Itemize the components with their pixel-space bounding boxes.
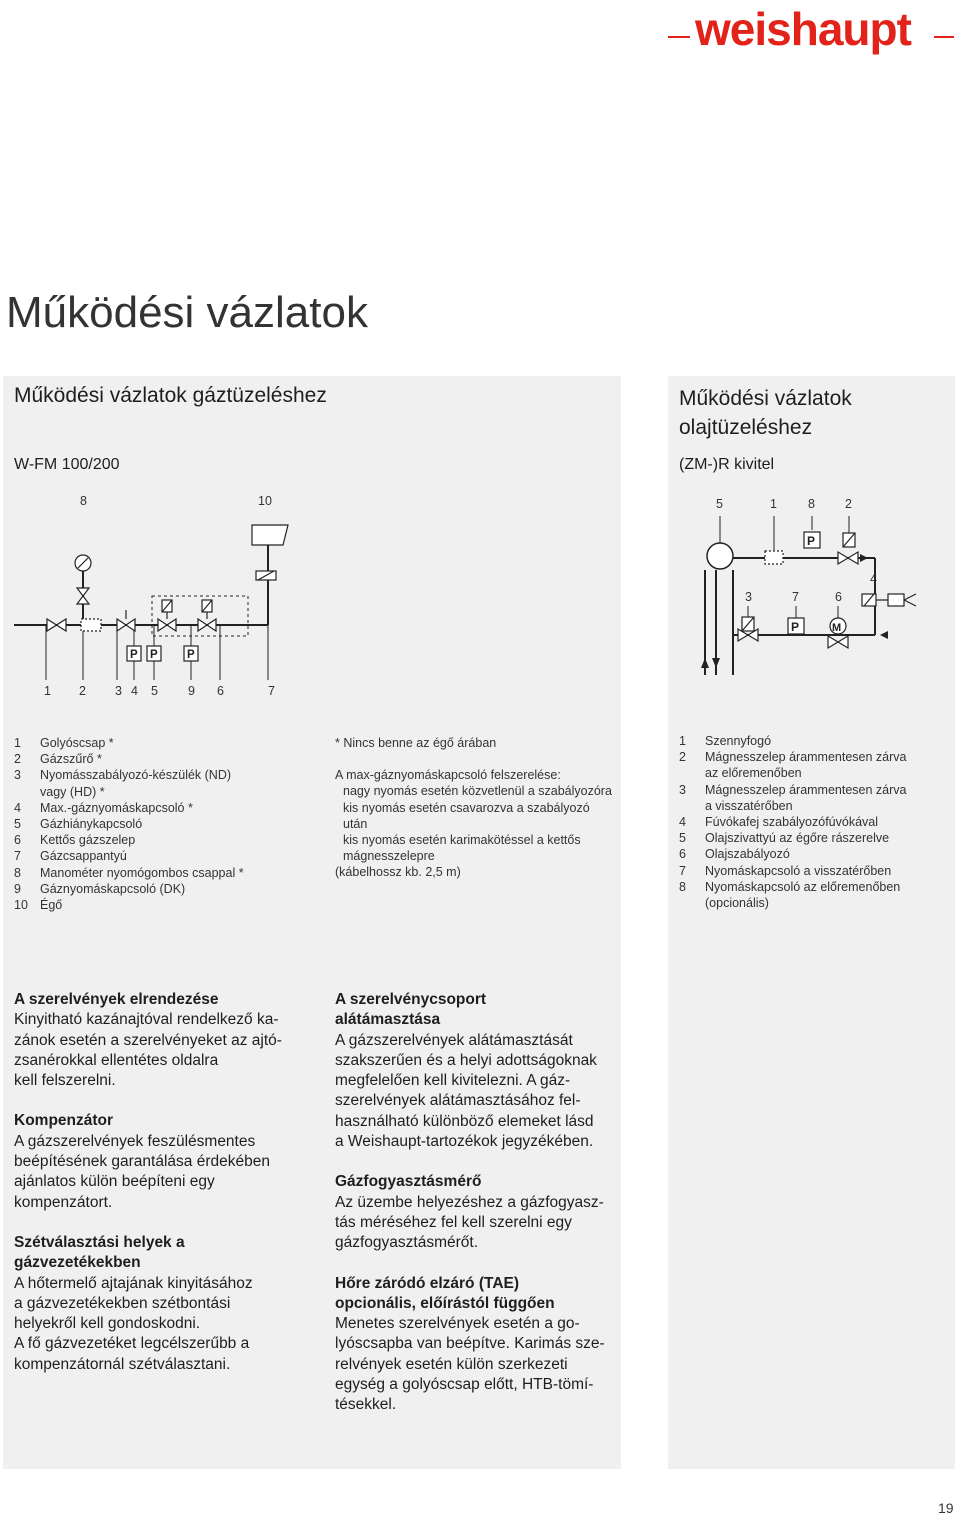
section-line: Az üzembe helyezéshez a gázfogyasz- <box>335 1193 604 1211</box>
gas-legend-item <box>14 767 314 783</box>
solenoid-valve-3-icon <box>738 617 758 641</box>
section-line: Menetes szerelvények esetén a go- <box>335 1315 580 1333</box>
section-line: lyóscsapba van beépítve. Karimás sze- <box>335 1335 605 1353</box>
note-line: mágnesszelepre <box>343 849 435 864</box>
oil-label-top-8: 8 <box>808 497 815 511</box>
legend-text: Gáznyomáskapcsoló (DK) <box>40 881 186 896</box>
note-line: (kábelhossz kb. 2,5 m) <box>335 865 461 880</box>
legend-text: Gázcsappantyú <box>40 849 127 864</box>
oil-legend-item <box>679 733 949 749</box>
legend-number: 5 <box>14 817 21 832</box>
legend-text: Szennyfogó <box>705 734 772 748</box>
legend-number: 9 <box>14 881 21 896</box>
solenoid-valve-2-icon <box>838 533 858 564</box>
gas-legend-item <box>14 816 314 832</box>
oil-heading-line-1: Működési vázlatok <box>679 387 852 410</box>
oil-legend-item <box>679 749 949 765</box>
gas-legend-item <box>14 832 314 848</box>
gas-legend-item <box>14 751 314 767</box>
legend-number: 2 <box>14 752 21 767</box>
section-title: Gázfogyasztásmérő <box>335 1173 482 1191</box>
oil-filter-icon <box>765 551 783 564</box>
oil-schematic <box>668 480 956 710</box>
gas-label-7: 7 <box>268 684 275 698</box>
legend-number: 8 <box>14 865 21 880</box>
oil-model: (ZM-)R kivitel <box>679 456 775 473</box>
oil-legend <box>679 733 949 911</box>
logo-dash-right <box>934 36 954 38</box>
oil-label-6: 6 <box>835 590 842 604</box>
nozzle-head-icon <box>862 594 916 606</box>
legend-number: 3 <box>679 782 686 797</box>
ball-valve-icon <box>47 619 66 631</box>
legend-text: Nyomáskapcsoló az előremenőben <box>705 879 901 894</box>
legend-number: 6 <box>679 847 686 862</box>
legend-number: 4 <box>679 815 686 830</box>
legend-number: 10 <box>14 898 28 913</box>
logo-dash-left <box>668 36 690 38</box>
section-line: beépítésének garantálása érdekében <box>14 1153 270 1171</box>
section-line: kell felszerelni. <box>14 1072 116 1090</box>
oil-label-4: 4 <box>870 572 877 586</box>
legend-number: 7 <box>14 849 21 864</box>
legend-number: 1 <box>14 736 21 750</box>
note-line: kis nyomás esetén karimakötéssel a kettős <box>343 833 581 848</box>
gas-label-top-8: 8 <box>80 494 87 508</box>
flow-arrows <box>701 554 888 668</box>
gas-label-6: 6 <box>217 684 224 698</box>
section-line: A gázszerelvények alátámasztását <box>335 1031 573 1049</box>
section-line: A gázszerelvények feszülésmentes <box>14 1132 256 1150</box>
legend-text: Mágnesszelep árammentesen zárva <box>705 782 907 797</box>
legend-text: Nyomásszabályozó-készülék (ND) <box>40 768 232 783</box>
oil-legend-continuation: az előremenőben <box>705 766 802 781</box>
gas-filter-icon <box>81 619 101 631</box>
pressure-symbol-9: P <box>187 649 195 661</box>
arrow-right-icon <box>860 554 868 562</box>
gas-label-5: 5 <box>151 684 158 698</box>
star-note: * Nincs benne az égő árában <box>335 736 497 750</box>
section-line: a gázvezetékekben szétbontási <box>14 1294 231 1312</box>
section-title: Szétválasztási helyek a <box>14 1233 185 1251</box>
gas-legend-continuation: vagy (HD) * <box>40 784 105 799</box>
legend-number: 3 <box>14 768 21 783</box>
gas-label-1: 1 <box>44 684 51 698</box>
arrow-up-icon <box>701 658 709 668</box>
section-line: zsanérokkal ellentétes oldalra <box>14 1051 219 1069</box>
pressure-symbol-8: P <box>807 534 816 548</box>
gas-legend-item <box>14 735 314 751</box>
legend-text: Olajszabályozó <box>705 847 790 862</box>
legend-number: 6 <box>14 833 21 848</box>
gas-schematic <box>0 480 622 710</box>
section-line: szerelvények alátámasztásához fel- <box>335 1092 581 1110</box>
section-title: A szerelvények elrendezése <box>14 991 219 1008</box>
arrow-down-icon <box>712 658 720 668</box>
note-line: kis nyomás esetén csavarozva a szabályozó után <box>343 800 590 831</box>
gas-notes <box>335 735 615 881</box>
section-title: Hőre záródó elzáró (TAE) <box>335 1274 520 1292</box>
oil-label-3: 3 <box>745 590 752 604</box>
gas-heading: Működési vázlatok gáztüzeléshez <box>14 384 327 407</box>
oil-heading <box>679 384 852 442</box>
gas-legend-item <box>14 800 314 816</box>
oil-label-top-2: 2 <box>845 497 852 511</box>
section-line: zánok esetén a szerelvényeket az ajtó- <box>14 1031 282 1049</box>
page-number: 19 <box>938 1500 954 1516</box>
section-title: Kompenzátor <box>14 1112 114 1130</box>
note-line: A max-gáznyomáskapcsoló felszerelése: <box>335 768 561 783</box>
pressure-regulator-icon <box>117 610 135 631</box>
oil-legend-item <box>679 879 949 895</box>
legend-text: Fúvókafej szabályozófúvókával <box>705 815 879 830</box>
gas-legend-item <box>14 848 314 864</box>
gas-label-9: 9 <box>188 684 195 698</box>
motor-symbol: M <box>832 622 842 634</box>
oil-label-top-5: 5 <box>716 497 723 511</box>
page-title: Működési vázlatok <box>6 288 368 337</box>
legend-text: Gázhiánykapcsoló <box>40 817 143 832</box>
gas-label-2: 2 <box>79 684 86 698</box>
gas-legend-item <box>14 897 314 913</box>
oil-legend-item <box>679 863 949 879</box>
pressure-symbol-7: P <box>791 620 800 634</box>
section-line: megfelelően kell kivitelezni. A gáz- <box>335 1072 571 1090</box>
section-line: kompenzátort. <box>14 1193 113 1211</box>
section-line: Kinyitható kazánajtóval rendelkező ka- <box>14 1011 279 1029</box>
legend-text: Mágnesszelep árammentesen zárva <box>705 750 907 765</box>
section-line: tésekkel. <box>335 1396 397 1414</box>
legend-text: Gázszűrő * <box>40 752 102 767</box>
gas-model: W-FM 100/200 <box>14 456 120 473</box>
body-right-column <box>335 990 620 1416</box>
logo-text: weishaupt <box>695 3 911 55</box>
oil-legend-item <box>679 782 949 798</box>
legend-text: Manométer nyomógombos csappal * <box>40 865 244 880</box>
legend-text: Max.-gáznyomáskapcsoló * <box>40 800 193 815</box>
oil-legend-continuation: (opcionális) <box>705 896 769 911</box>
double-solenoid-valve-icon <box>158 600 216 631</box>
gas-legend-item <box>14 865 314 881</box>
section-line: A hőtermelő ajtajának kinyitásához <box>14 1274 253 1292</box>
section-line: használható különböző elemeket lásd <box>335 1112 594 1130</box>
section-line: szakszerűen és a helyi adottságoknak <box>335 1051 597 1069</box>
butterfly-valve-icon <box>256 571 276 580</box>
legend-text: Kettős gázszelep <box>40 833 136 848</box>
pressure-symbol-5: P <box>150 649 158 661</box>
legend-number: 7 <box>679 863 686 878</box>
oil-legend-continuation: a visszatérőben <box>705 798 793 813</box>
oil-pump-icon <box>707 543 733 569</box>
pressure-symbol-4: P <box>130 649 138 661</box>
section-line: ajánlatos külön beépíteni egy <box>14 1173 215 1191</box>
body-left-column <box>14 990 314 1375</box>
legend-text: Golyóscsap * <box>40 736 114 750</box>
gas-label-top-10: 10 <box>258 494 272 508</box>
gas-label-3: 3 <box>115 684 122 698</box>
gas-legend-item <box>14 881 314 897</box>
oil-label-top-1: 1 <box>770 497 777 511</box>
section-title: gázvezetékekben <box>14 1254 141 1272</box>
legend-text: Nyomáskapcsoló a visszatérőben <box>705 863 892 878</box>
section-title: alátámasztása <box>335 1011 441 1029</box>
note-line: nagy nyomás esetén közvetlenül a szabályozóra <box>343 784 612 799</box>
section-line: helyekről kell gondoskodni. <box>14 1315 201 1333</box>
burner-icon <box>252 525 288 545</box>
section-line: gázfogyasztásmérőt. <box>335 1234 479 1252</box>
arrow-left-icon <box>880 631 888 639</box>
section-line: relvények esetén külön szerkezeti <box>335 1355 568 1373</box>
oil-heading-line-2: olajtüzeléshez <box>679 416 813 439</box>
legend-number: 2 <box>679 750 686 765</box>
legend-text: Égő <box>40 898 63 913</box>
oil-legend-item <box>679 846 949 862</box>
legend-number: 8 <box>679 879 686 894</box>
section-line: kompenzátornál szétválasztani. <box>14 1355 231 1373</box>
section-title: A szerelvénycsoport <box>335 991 487 1008</box>
gas-label-4: 4 <box>131 684 138 698</box>
section-line: A fő gázvezetéket legcélszerűbb a <box>14 1335 250 1353</box>
gas-legend <box>14 735 314 913</box>
legend-number: 4 <box>14 800 21 815</box>
section-line: egység a golyóscsap előtt, HTB-tömí- <box>335 1376 594 1394</box>
oil-label-7: 7 <box>792 590 799 604</box>
legend-number: 5 <box>679 831 686 846</box>
oil-legend-item <box>679 814 949 830</box>
legend-text: Olajszivattyú az égőre rászerelve <box>705 831 890 846</box>
legend-number: 1 <box>679 734 686 748</box>
oil-legend-item <box>679 830 949 846</box>
section-line: tás méréséhez fel kell szerelni egy <box>335 1213 572 1231</box>
weishaupt-logo <box>668 3 956 56</box>
section-title: opcionális, előírástól függően <box>335 1294 555 1312</box>
section-line: a Weishaupt-tartozékok jegyzékében. <box>335 1133 594 1151</box>
